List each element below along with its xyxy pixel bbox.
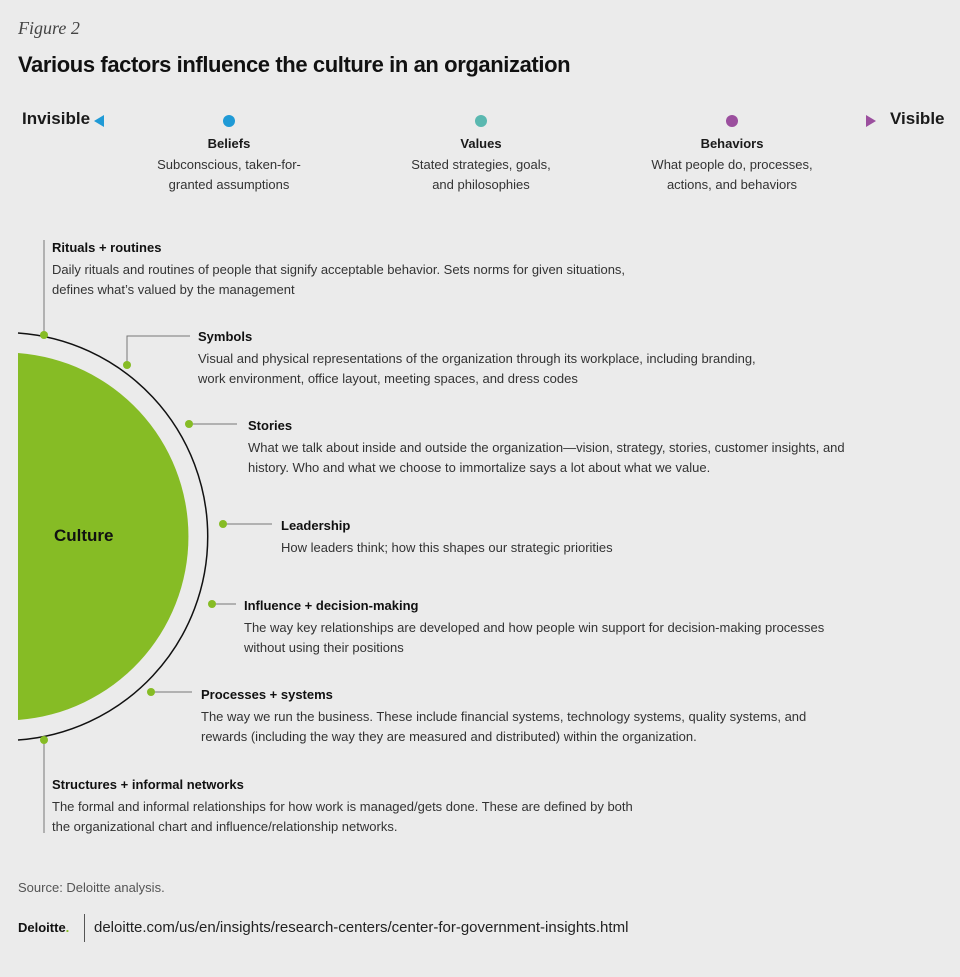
stage-title: Behaviors — [700, 136, 764, 151]
figure-title: Various factors influence the culture in an organization — [18, 52, 571, 77]
right-arrowhead — [866, 115, 876, 127]
logo-dot: . — [65, 920, 70, 935]
dot-rituals — [40, 331, 48, 339]
values-marker — [475, 115, 487, 127]
factor-title: Symbols — [198, 329, 253, 344]
beliefs-marker — [223, 115, 235, 127]
factor-influence-decision-making — [244, 596, 854, 658]
factor-desc: Visual and physical representations of the organization through its workplace, including branding, work environment, office layout, meeting spaces, and dress codes — [198, 351, 756, 386]
source-note: Source: Deloitte analysis. — [18, 880, 165, 895]
left-arrowhead — [94, 115, 104, 127]
stage-values — [371, 136, 591, 195]
factor-title: Rituals + routines — [52, 240, 162, 255]
factor-stories — [248, 416, 878, 478]
stage-desc-line2: granted assumptions — [168, 177, 290, 192]
dot-leadership — [219, 520, 227, 528]
stage-beliefs — [119, 136, 339, 195]
stage-desc-line2: and philosophies — [432, 177, 530, 192]
logo-text: Deloitte — [18, 920, 66, 935]
factor-symbols — [198, 327, 778, 389]
factor-processes-systems — [201, 685, 841, 747]
stage-desc-line1: What people do, processes, — [651, 157, 813, 172]
stage-desc-line1: Stated strategies, goals, — [411, 157, 551, 172]
footer-url-link[interactable]: deloitte.com/us/en/insights/research-centers/center-for-government-insights.html — [94, 919, 629, 936]
visible-label: Visible — [890, 109, 945, 128]
factor-title: Processes + systems — [201, 687, 333, 702]
invisible-label: Invisible — [22, 109, 91, 128]
stage-title: Values — [460, 136, 502, 151]
factor-desc: What we talk about inside and outside the organization—vision, strategy, stories, customer insights, and history. Who and what we choose to immortalize says a lot about what we value. — [248, 440, 845, 475]
factor-desc: The way we run the business. These include financial systems, technology systems, quality systems, and rewards (including the way they are measured and distributed) within the organization. — [201, 709, 807, 744]
factor-title: Leadership — [281, 518, 351, 533]
visibility-scale — [94, 115, 876, 127]
stage-behaviors — [622, 136, 842, 195]
factor-title: Stories — [248, 418, 293, 433]
dot-influence — [208, 600, 216, 608]
connector-symbols — [127, 336, 190, 365]
factor-desc: Daily rituals and routines of people that signify acceptable behavior. Sets norms for given situations, defines what’s valued by the management — [52, 262, 626, 297]
factor-title: Influence + decision-making — [244, 598, 419, 613]
stage-desc-line2: actions, and behaviors — [666, 177, 798, 192]
factor-desc: The way key relationships are developed and how people win support for decision-making processes without using their positions — [244, 620, 825, 655]
behaviors-marker — [726, 115, 738, 127]
factor-desc: How leaders think; how this shapes our strategic priorities — [281, 540, 613, 555]
stage-desc-line1: Subconscious, taken-for- — [157, 157, 301, 172]
deloitte-logo — [18, 920, 69, 935]
dot-stories — [185, 420, 193, 428]
stage-title: Beliefs — [207, 136, 251, 151]
factor-title: Structures + informal networks — [52, 777, 244, 792]
factor-desc: The formal and informal relationships for how work is managed/gets done. These are defined by both the organizational chart and influence/relationship networks. — [52, 799, 633, 834]
factor-leadership — [281, 516, 881, 558]
dot-symbols — [123, 361, 131, 369]
factor-rituals-routines — [52, 238, 662, 300]
dot-structures — [40, 736, 48, 744]
figure-label: Figure 2 — [18, 18, 80, 38]
dot-processes — [147, 688, 155, 696]
factor-structures-informal-networks — [52, 775, 642, 837]
footer-divider — [84, 914, 85, 942]
culture-label: Culture — [54, 526, 114, 545]
